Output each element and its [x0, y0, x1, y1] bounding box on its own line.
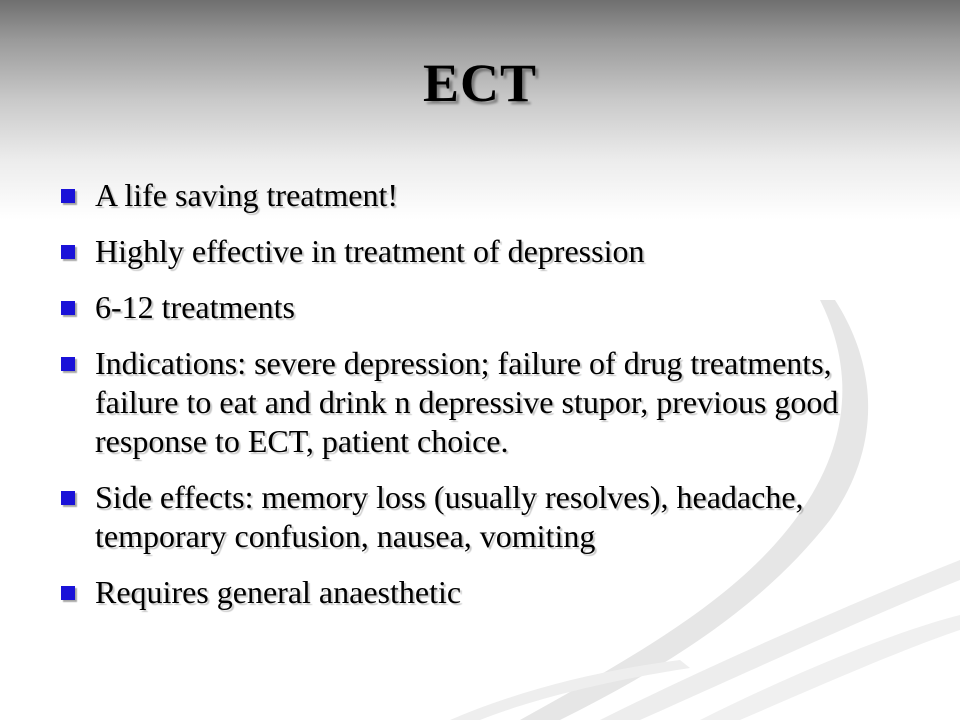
bullet-item [60, 288, 920, 327]
bullet-item [60, 232, 920, 271]
slide-title: ECT [422, 53, 538, 113]
square-bullet-icon [61, 189, 75, 203]
bullet-text: A life saving treatment! [95, 177, 399, 213]
bullet-item [60, 344, 920, 461]
bullet-text: Highly effective in treatment of depression [95, 233, 645, 269]
square-bullet-icon [61, 245, 75, 259]
bullet-item [60, 478, 920, 556]
bullet-item [60, 176, 920, 215]
bullet-item [60, 573, 920, 612]
square-bullet-icon [61, 357, 75, 371]
square-bullet-icon [61, 586, 75, 600]
bullet-list [60, 176, 920, 629]
square-bullet-icon [61, 491, 75, 505]
bullet-text: Indications: severe depression; failure of drug treatments, failure to eat and drink n depressive stupor, previous good response to ECT, patient choice. [95, 345, 839, 459]
bullet-text: 6-12 treatments [95, 289, 295, 325]
bullet-text: Side effects: memory loss (usually resolves), headache, temporary confusion, nausea, vomiting [95, 479, 804, 554]
square-bullet-icon [61, 301, 75, 315]
bullet-text: Requires general anaesthetic [95, 574, 462, 610]
